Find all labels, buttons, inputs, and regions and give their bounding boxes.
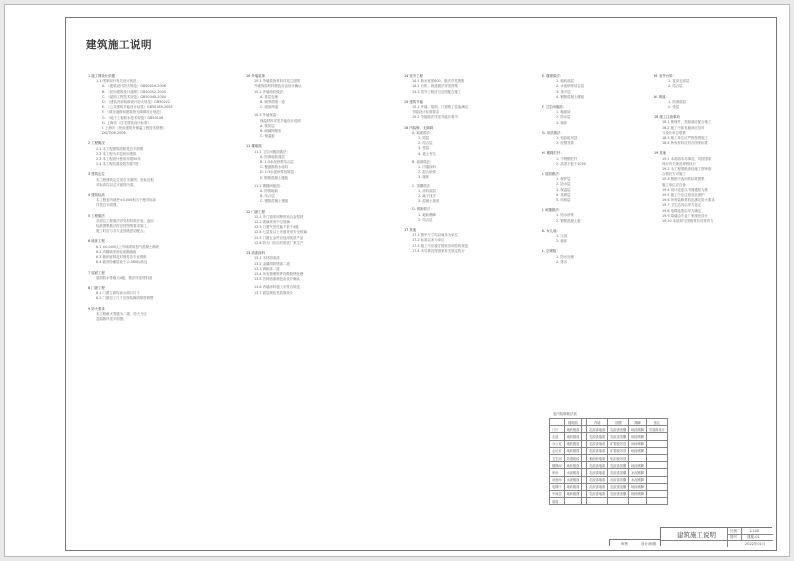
section-heading: 11 楼地面 — [246, 144, 262, 149]
note-line: 保温材料详见节能设计说明 — [260, 118, 301, 123]
note-line: 2. 结合层 — [668, 84, 683, 89]
note-line: E. 《公共建筑节能设计标准》GB50189-2005 — [102, 105, 173, 110]
table-cell: 水泥踢脚 — [629, 476, 647, 483]
table-cell: 地砖踢脚 — [629, 462, 647, 469]
note-line: 标准图集做法时应按图集要求施工， — [96, 224, 151, 229]
section-heading: M. 室外台阶： — [654, 74, 677, 78]
table-cell: 乳胶漆顶棚 — [608, 462, 629, 469]
table-cell — [646, 447, 667, 454]
table-cell: 见装修设计 — [646, 426, 667, 433]
section-heading: 14 室外工程 — [404, 74, 423, 78]
note-line: 3. 混凝土板底 — [418, 199, 440, 204]
note-line: 对标高均以总平面图为准。 — [96, 182, 137, 187]
table-cell: 地砖踢脚 — [629, 483, 647, 490]
table-row — [550, 440, 668, 447]
note-line: 1. 防水砂浆 — [556, 213, 574, 218]
section-heading: 12 门窗工程 — [246, 209, 265, 214]
finish-table-caption: 室内装修做法表 — [553, 412, 577, 416]
note-line: 12.1 外门窗采用断热铝合金型材 — [254, 214, 304, 219]
note-line: 合格后方可施工 — [662, 172, 686, 177]
note-line: 17.3 施工中应遵守国家各项验收规范 — [412, 243, 469, 248]
table-cell: 地砖踢脚 — [629, 440, 647, 447]
note-line: B. 刷界面剂一道 — [260, 100, 285, 105]
note-line: D. 踢脚做法： — [412, 207, 434, 212]
scale-label: 比例 — [730, 529, 737, 533]
note-line: 14.2 台阶、坡道做法详见图集 — [412, 84, 458, 89]
note-line: 2. 高度不低于1050 — [556, 161, 586, 166]
note-line: 节能设计标准要求 — [412, 110, 440, 115]
note-line: 12.3 门窗气密性能不低于4级 — [254, 225, 299, 230]
section-heading: 3 建筑定位 — [88, 172, 105, 177]
table-header-cell: 楼地面 — [564, 419, 582, 426]
note-line: 6.1 ±0.000以上外墙采用加气混凝土砌块 — [96, 244, 160, 249]
table-header-cell: 备注 — [646, 419, 667, 426]
spacer — [404, 223, 552, 226]
table-cell: 地砖楼面 — [564, 462, 582, 469]
notes-column-2 — [246, 72, 394, 296]
spacer — [88, 234, 236, 237]
note-line: 2. 结合层 — [418, 141, 433, 146]
note-line: 1. 防滑面层 — [668, 99, 686, 104]
table-cell: 乳胶漆墙面 — [587, 490, 608, 497]
table-cell: 矿棉板吊顶 — [608, 440, 629, 447]
note-line: C. 聚氨酯防水涂料 — [260, 165, 289, 170]
note-line: 15.2 节能做法详见节能计算书 — [412, 115, 458, 120]
table-cell: 楼梯间 — [550, 462, 565, 469]
table-cell: 乳胶漆墙面 — [587, 447, 608, 454]
note-line: 13.1 木材面油漆 — [254, 256, 280, 261]
notes-column-3 — [404, 72, 552, 254]
title-block — [621, 527, 772, 546]
spacer — [88, 281, 236, 284]
note-line: 1. 不锈钢栏杆 — [556, 156, 578, 161]
designer-label: 设计/制图 — [641, 541, 657, 546]
table-cell: 水泥楼面 — [564, 476, 582, 483]
table-row — [550, 476, 668, 483]
note-line: 12.4 七层及以上外窗采用安全玻璃 — [254, 230, 307, 235]
table-cell: 乳胶漆墙面 — [587, 440, 608, 447]
note-line: C. 保温板 — [260, 134, 275, 139]
note-line: 2.1 本工程建筑面积见总平面图 — [96, 146, 144, 151]
table-cell — [608, 498, 629, 505]
table-cell: 地砖楼面 — [564, 440, 582, 447]
note-line: 1. 保护层 — [556, 177, 571, 182]
note-line: A. 地面做法： — [412, 130, 434, 135]
note-line: B. 1:3水泥砂浆结合层 — [260, 160, 294, 165]
table-cell: 乳胶漆顶棚 — [608, 483, 629, 490]
table-cell — [646, 462, 667, 469]
note-line: 1. 釉面砖 — [556, 110, 571, 115]
note-line: F. 《城市道路和建筑物无障碍设计规范》 — [102, 110, 164, 115]
note-line: 1. 面层 — [418, 136, 430, 141]
note-line: 13.7 面层颜色见装修设计 — [254, 290, 294, 295]
section-heading: 5 工程做法 — [88, 213, 105, 218]
note-line: 2. 腻子找平 — [418, 194, 436, 199]
section-heading: 10 外墙装饰 — [246, 74, 265, 78]
table-cell: 乳胶漆墙面 — [587, 426, 608, 433]
table-cell: 乳胶漆顶棚 — [608, 433, 629, 440]
note-line: 2.3 本工程设计使用年限50年 — [96, 157, 141, 162]
note-line: 3. 垫层 — [418, 146, 430, 151]
table-row — [550, 483, 668, 490]
note-line: 本工程建筑定位见总平面图，坐标及相 — [96, 177, 154, 182]
table-cell: 乳胶漆墙面 — [587, 462, 608, 469]
spacer — [88, 167, 236, 170]
section-heading: 9 防火要求 — [88, 306, 105, 311]
note-line: 10.1 外墙装饰材料详见立面图 — [254, 79, 300, 84]
table-cell: 走道 — [550, 433, 565, 440]
note-line: 15.1 外墙、屋面、门窗热工性能满足 — [412, 105, 469, 110]
table-cell: 地砖楼面 — [564, 483, 582, 490]
note-line: 2. 混合砂浆 — [418, 170, 436, 175]
section-heading: 16 内装修、无障碍 — [404, 125, 434, 130]
table-cell: 乳胶漆顶棚 — [608, 490, 629, 497]
scale-value: 1:100 — [749, 529, 760, 533]
table-cell: 防滑地砖 — [564, 454, 582, 461]
section-heading: 17 其他 — [404, 228, 417, 233]
note-line: 1. 压顶 — [556, 234, 568, 239]
note-line: 19.1 本说明未尽事宜，均按国家 — [662, 156, 712, 161]
note-line: 1. 地砖踢脚 — [418, 212, 436, 217]
table-header-cell: 顶棚 — [608, 419, 629, 426]
table-cell: 乳胶漆顶棚 — [608, 426, 629, 433]
note-line: 12.6 防火门应由有资质厂家生产 — [254, 240, 304, 245]
table-cell: 地砖踢脚 — [629, 490, 647, 497]
table-row — [550, 498, 668, 505]
note-line: 3. 墙体 — [556, 120, 568, 125]
note-line: 及疏散详见平面图。 — [96, 316, 127, 321]
drawing-no-value: 建施-01 — [747, 535, 760, 539]
section-heading: 18 施工注意事项 — [654, 115, 680, 120]
note-line: 12.5 门窗五金件应选用优质产品 — [254, 235, 304, 240]
table-cell: 地砖楼面 — [564, 490, 582, 497]
note-line: 1. 铝扣板吊顶 — [556, 136, 578, 141]
spacer — [246, 205, 394, 208]
table-cell: 库房 — [550, 469, 565, 476]
finish-table — [549, 418, 668, 505]
note-line: 2. 垫层 — [668, 105, 680, 110]
spacer — [654, 146, 766, 149]
table-cell: 门厅 — [550, 426, 565, 433]
note-line: 1. 防水处理 — [556, 254, 574, 259]
note-line: 19.9 幕墙由专业厂家深化设计 — [662, 213, 708, 218]
section-heading: H. 楼梯栏杆： — [542, 151, 564, 156]
table-cell — [646, 469, 667, 476]
table-cell: 办公室 — [550, 440, 565, 447]
table-cell: 地砖楼面 — [564, 447, 582, 454]
note-line: 外墙饰面材料颜色应由设计确认 — [254, 84, 302, 89]
note-line: C. 顶棚做法： — [412, 183, 434, 188]
note-line: 施工时应与各专业图纸密切配合。 — [96, 229, 147, 234]
table-cell — [646, 454, 667, 461]
section-heading: 19 其他 — [654, 151, 667, 156]
table-cell: 水泥踢脚 — [629, 469, 647, 476]
section-heading: 6 墙体工程 — [88, 239, 105, 244]
spacer — [246, 139, 394, 142]
spacer — [654, 110, 766, 113]
note-line: 2. 钢筋混凝土板 — [556, 218, 581, 223]
table-cell: 铝扣板吊顶 — [608, 454, 629, 461]
note-line: 10.3 外墙保温： — [254, 113, 280, 118]
note-line: 19.5 施工中应注意成品保护 — [662, 193, 705, 198]
note-line: 19.7 卫生洁具由甲方选定 — [662, 203, 702, 208]
note-line: 6.2 内隔墙采用轻质隔墙板 — [96, 249, 137, 254]
notes-column-1 — [88, 72, 236, 322]
spacer — [88, 136, 236, 139]
note-line: 4. 素土夯实 — [418, 151, 436, 156]
section-heading: N. 坡道： — [654, 94, 669, 99]
spacer — [654, 90, 766, 93]
table-cell — [564, 498, 582, 505]
note-line: 8.2 门窗加工尺寸应按装修面厚度调整 — [96, 296, 154, 301]
finish-table-header-row — [550, 419, 668, 426]
note-line: A. 《建筑设计防火规范》GB50016-2006 — [102, 84, 166, 89]
note-line: 8.1 门窗立面均表示洞口尺寸 — [96, 291, 140, 296]
section-heading: F. 卫生间墙面： — [542, 105, 566, 110]
note-line: 2. 水泥砂浆结合层 — [556, 84, 585, 89]
note-line: 2. 防水层 — [556, 115, 571, 120]
table-cell: 乳胶漆墙面 — [587, 469, 608, 476]
note-line: D. 《建筑内部装修设计防火规范》GB50222 — [102, 100, 170, 105]
note-line: C. 面涂两道 — [260, 105, 279, 110]
note-line: 本工程室内地坪±0.000相当于绝对标高 — [96, 198, 157, 203]
section-heading: E. 楼面做法： — [542, 74, 564, 78]
section-heading: L. 空调板： — [542, 249, 560, 254]
section-heading: G. 吊顶做法： — [542, 130, 564, 135]
note-line: 13.2 金属面防锈漆二道 — [254, 261, 290, 266]
note-line: 17.1 图中尺寸均以毫米为单位 — [412, 233, 458, 238]
table-cell: 设备间 — [550, 476, 565, 483]
note-line: C. 《屋面工程技术规范》GB50345-2004 — [102, 94, 167, 99]
spacer — [542, 224, 690, 227]
title-block-name: 建筑施工说明 — [677, 531, 716, 539]
note-line: 12.2 玻璃采用中空玻璃 — [254, 220, 290, 225]
note-line: 详见总平面图。 — [96, 203, 120, 208]
note-line: A. 抹灰层 — [260, 123, 275, 128]
spacer — [542, 244, 690, 247]
table-cell: 地砖楼面 — [564, 426, 582, 433]
table-cell — [629, 498, 647, 505]
note-line: 2. 防水层 — [556, 182, 571, 187]
table-cell: 屋面 — [550, 498, 565, 505]
note-line: E. 钢筋混凝土楼板 — [260, 175, 289, 180]
section-heading: 4 建筑标高 — [88, 193, 105, 198]
table-header-cell: 踢脚 — [629, 419, 647, 426]
note-line: B. 墙面做法： — [412, 159, 434, 164]
table-header-cell — [550, 419, 565, 426]
spacer — [88, 266, 236, 269]
table-cell — [587, 498, 608, 505]
table-cell: 电梯厅 — [550, 483, 565, 490]
note-line: 17.4 未尽事宜按国家有关规定执行 — [412, 248, 465, 253]
section-heading: I. 屋面做法： — [542, 172, 563, 177]
note-line: 1.1 国家现行有关设计规范： — [96, 79, 140, 84]
note-line: 10.2 外墙涂料做法： — [254, 89, 287, 94]
table-row — [550, 447, 668, 454]
table-cell: 会议室 — [550, 447, 565, 454]
table-row — [550, 469, 668, 476]
note-line: 3. 找平层 — [556, 89, 571, 94]
note-line: 13.3 调和漆二道 — [254, 266, 280, 271]
drawing-date: 2022年01月 — [745, 541, 766, 546]
note-line: B. 结合层 — [260, 194, 275, 199]
note-line: 14.1 散水宽度600，做法详见图集 — [412, 79, 465, 84]
page-title: 建筑施工说明 — [86, 39, 152, 51]
note-line: 6.4 墙身防潮层设于-0.060标高处 — [96, 260, 148, 265]
note-line: H. 上海市《住宅建筑设计标准》 — [102, 120, 151, 125]
note-line: 19.3 图纸中选用的标准图集 — [662, 177, 705, 182]
note-line: 18.3 施工单位应严格按图施工 — [662, 136, 708, 141]
note-line: B. 《民用建筑设计通则》GB50352-2005 — [102, 89, 166, 94]
table-row — [550, 433, 668, 440]
note-line: 2. 轻钢龙骨 — [556, 141, 574, 146]
table-cell: 乳胶漆墙面 — [587, 483, 608, 490]
table-cell: 乳胶漆墙面 — [587, 476, 608, 483]
table-cell: 地砖踢脚 — [629, 433, 647, 440]
table-cell: 釉面砖墙面 — [587, 454, 608, 461]
note-line: 11.1 卫生间楼面做法： — [254, 149, 290, 154]
note-line: 14.3 室外工程应与总图配合施工 — [412, 89, 462, 94]
table-cell: 乳胶漆顶棚 — [608, 476, 629, 483]
note-line: 2.4 本工程抗震设防烈度7度 — [96, 162, 139, 167]
spacer — [88, 209, 236, 212]
note-line: 19.4 设计变更以书面通知为准 — [662, 187, 708, 192]
spacer — [246, 246, 394, 249]
table-cell: 地砖楼面 — [564, 433, 582, 440]
table-cell — [646, 440, 667, 447]
table-row — [550, 426, 668, 433]
section-heading: 13 油漆涂料 — [246, 251, 265, 256]
table-row — [550, 462, 668, 469]
note-line: 18.4 所有材料应符合国家标准 — [662, 141, 708, 146]
note-line: 2. 排水 — [556, 259, 568, 264]
note-line: I. 上海市《民用建筑外保温工程技术规程》 — [102, 126, 167, 131]
table-cell: 水泥楼面 — [564, 469, 582, 476]
table-cell: 乳胶漆顶棚 — [608, 469, 629, 476]
note-line: 3. 墙体 — [418, 175, 430, 180]
table-header-cell: 内墙 — [587, 419, 608, 426]
note-line: 现行有关规范规程执行 — [662, 161, 696, 166]
section-heading: K. 女儿墙： — [542, 228, 560, 233]
checker-label: 审核 — [621, 541, 628, 546]
note-line: 13.4 所有预埋铁件均做防锈处理 — [254, 271, 304, 276]
spacer — [404, 95, 552, 98]
note-line: 与设计单位联系 — [662, 130, 686, 135]
note-line: 18.1 预埋件、预留洞应配合施工 — [662, 120, 712, 125]
section-heading: 15 建筑节能 — [404, 99, 423, 104]
note-line: 5. 结构层 — [556, 198, 571, 203]
note-line: 4. 钢筋混凝土楼板 — [556, 94, 585, 99]
note-line: 1. 涂料面层 — [418, 188, 436, 193]
note-line: 各部位工程做法详见材料做法表，选用 — [96, 218, 154, 223]
table-cell — [646, 498, 667, 505]
note-line: 2. 结合层 — [418, 217, 433, 222]
note-line: G. 《地下工程防水技术规范》GB50108 — [102, 115, 164, 120]
note-line: 19.8 电梯选型由甲方确定 — [662, 208, 702, 213]
notes-column-5 — [654, 72, 766, 224]
note-line: 17.2 标高以米为单位 — [412, 238, 445, 243]
section-heading: 7 屋面工程 — [88, 270, 105, 275]
note-line: 19.2 本工程图纸须经施工图审查 — [662, 167, 712, 172]
table-cell: 矿棉板吊顶 — [608, 447, 629, 454]
note-line: A. 基层处理 — [260, 94, 278, 99]
note-line: C. 钢筋混凝土楼板 — [260, 199, 289, 204]
table-cell: 地砖踢脚 — [629, 426, 647, 433]
note-line: 1. 内墙涂料 — [418, 165, 436, 170]
note-line: 19.10 本说明与图纸具有同等效力 — [662, 219, 714, 224]
table-row — [550, 454, 668, 461]
table-cell — [646, 483, 667, 490]
table-cell — [646, 433, 667, 440]
table-cell: 卫生间 — [550, 454, 565, 461]
table-cell — [629, 454, 647, 461]
note-line: A. 防滑地砖 — [260, 189, 278, 194]
section-heading: 2 工程概况 — [88, 141, 105, 146]
note-line: 11.2 楼梯间地面： — [254, 183, 283, 188]
section-heading: J. 雨篷做法： — [542, 208, 563, 213]
note-line: 4. 找坡层 — [556, 192, 571, 197]
note-line: 19.6 所有装修材料应满足防火要求 — [662, 198, 715, 203]
note-line: D. 1:3水泥砂浆找坡层 — [260, 170, 294, 175]
note-line: 施工单位应自备 — [662, 182, 686, 187]
drawing-no-label: 图号 — [730, 535, 737, 539]
note-line: 1. 地砖面层 — [556, 79, 574, 84]
note-line: 13.6 内墙涂料施工应符合规范 — [254, 285, 300, 290]
note-line: 1. 花岗石面层 — [668, 79, 690, 84]
section-heading: 8 门窗工程 — [88, 285, 105, 290]
note-line: 3. 保温层 — [556, 187, 571, 192]
note-line: 2.2 本工程为多层民用建筑 — [96, 151, 137, 156]
note-line: 6.3 墙体留洞及封堵见各专业图纸 — [96, 255, 147, 260]
note-line: 18.2 施工中如有疑问应及时 — [662, 125, 705, 130]
note-line: 本工程耐火等级为二级，防火分区 — [96, 311, 147, 316]
table-row — [550, 490, 668, 497]
finish-table-body — [550, 426, 668, 505]
spacer — [88, 188, 236, 191]
table-cell: 乳胶漆墙面 — [587, 433, 608, 440]
table-cell: 中间层 — [550, 490, 565, 497]
note-line: B. 耐碱网格布 — [260, 129, 282, 134]
note-line: A. 防滑地砖面层 — [260, 154, 285, 159]
spacer — [88, 302, 236, 305]
section-heading: 1 施工图设计依据 — [88, 74, 115, 78]
spacer — [404, 121, 552, 124]
note-line: 2. 墙体 — [556, 239, 568, 244]
table-cell — [646, 476, 667, 483]
note-line: 13.5 各种油漆颜色由设计确认 — [254, 277, 300, 282]
note-line: 屋面防水等级为II级，做法详见材料表 — [96, 275, 153, 280]
table-cell — [646, 490, 667, 497]
note-line: DG/TJ08-2006 — [102, 131, 126, 136]
table-cell: 地砖踢脚 — [629, 447, 647, 454]
